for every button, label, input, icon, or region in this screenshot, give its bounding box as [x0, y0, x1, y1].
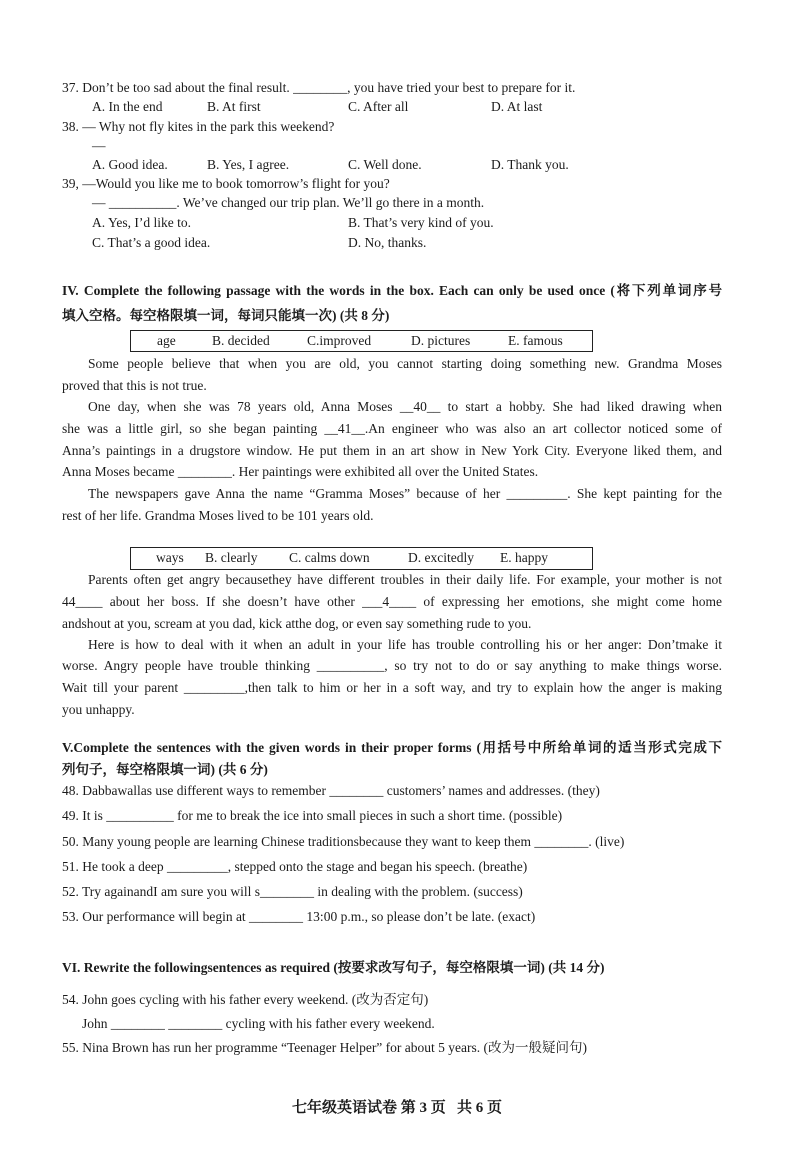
q38-option-a: A. Good idea. [92, 157, 168, 172]
q38-option-c: C. Well done. [348, 157, 422, 172]
q37-stem: 37. Don’t be too sad about the final result. ________, you have tried your best to prepare for it. [62, 80, 576, 95]
word-box-2-item: C. calms down [289, 550, 370, 565]
section-v-heading: V.Complete the sentences with the given words in their proper forms (用括号中所给单词的适当形式完成下 [62, 740, 722, 755]
passage-1-line: she was a little girl, so she began painting __41__.An engineer who was also an art collector noticed some of [62, 421, 722, 436]
q37-option-d: D. At last [491, 99, 543, 114]
page-footer: 七年级英语试卷 第 3 页 共 6 页 [291, 1100, 502, 1116]
q38-option-d: D. Thank you. [491, 157, 569, 172]
word-box-2-item: D. excitedly [408, 550, 474, 565]
q39-stem: 39, —Would you like me to book tomorrow’s flight for you? [62, 176, 390, 191]
section-iv-heading: IV. Complete the following passage with the words in the box. Each can only be used once (将下列单词序号 [62, 283, 722, 298]
q38-reply: — [92, 138, 106, 153]
passage-2-line: Parents often get angry becausethey have different troubles in their daily life. For example, your mother is not [88, 572, 722, 587]
q37-option-c: C. After all [348, 99, 409, 114]
word-box-2-item: E. happy [500, 550, 548, 565]
q39-option-d: D. No, thanks. [348, 235, 427, 250]
q38-stem: 38. — Why not fly kites in the park this weekend? [62, 119, 335, 134]
q38-option-b: B. Yes, I agree. [207, 157, 290, 172]
word-box-1-item: D. pictures [411, 333, 471, 348]
passage-1-line: One day, when she was 78 years old, Anna Moses __40__ to start a hobby. She had liked drawing when [88, 399, 722, 414]
passage-1-line: The newspapers gave Anna the name “Gramma Moses” because of her _________. She kept painting for the [88, 486, 722, 501]
q39-option-a: A. Yes, I’d like to. [92, 215, 192, 230]
passage-2-line: Here is how to deal with it when an adult in your life has trouble controlling his or her anger: Don’tmake it [88, 637, 722, 652]
section-iv-heading-cont: 填入空格。每空格限填一词，每词只能填一次) (共 8 分) [62, 308, 390, 323]
passage-1-line: Anna Moses became ________. Her paintings were exhibited all over the United States. [62, 464, 539, 479]
q39-option-c: C. That’s a good idea. [92, 235, 211, 250]
question-52: 52. Try againandI am sure you will s________ in dealing with the problem. (success) [62, 884, 523, 899]
q37-option-a: A. In the end [92, 99, 163, 114]
passage-2-line: andshout at you, scream at you dad, kick atthe dog, or even say something rude to you. [62, 616, 532, 631]
word-box-1-item: age [157, 333, 176, 348]
passage-1-line: rest of her life. Grandma Moses lived to be 101 years old. [62, 508, 374, 523]
q37-option-b: B. At first [207, 99, 261, 114]
word-box-1 [130, 330, 593, 352]
word-box-2-item: B. clearly [205, 550, 258, 565]
section-v-heading-cont: 列句子，每空格限填一词) (共 6 分) [62, 762, 268, 777]
question-54: 54. John goes cycling with his father every weekend. (改为否定句) [62, 992, 429, 1007]
question-50: 50. Many young people are learning Chinese traditionsbecause they want to keep them ________. (live) [62, 834, 625, 849]
question-48: 48. Dabbawallas use different ways to remember ________ customers’ names and addresses. (they) [62, 783, 600, 798]
word-box-1-item: B. decided [212, 333, 270, 348]
question-51: 51. He took a deep _________, stepped onto the stage and began his speech. (breathe) [62, 859, 528, 874]
passage-1-line: Anna’s paintings in a drugstore window. He put them in an art show in New York City. Everyone liked them, and [62, 443, 722, 458]
q39-reply: — __________. We’ve changed our trip plan. We’ll go there in a month. [92, 195, 485, 210]
passage-2-line: you unhappy. [62, 702, 135, 717]
question-49: 49. It is __________ for me to break the ice into small pieces in such a short time. (possible) [62, 808, 563, 823]
passage-2-line: 44____ about her boss. If she doesn’t have other ___4____ of expressing her emotions, she might come home [62, 594, 722, 609]
question-54-answer-line: John ________ ________ cycling with his father every weekend. [82, 1016, 435, 1031]
word-box-1-item: E. famous [508, 333, 563, 348]
section-vi-heading: VI. Rewrite the followingsentences as required (按要求改写句子，每空格限填一词) (共 14 分) [62, 960, 605, 975]
q39-option-b: B. That’s very kind of you. [348, 215, 494, 230]
passage-1-line: proved that this is not true. [62, 378, 207, 393]
word-box-1-item: C.improved [307, 333, 372, 348]
passage-1-line: Some people believe that when you are old, you cannot starting doing something new. Grandma Moses [88, 356, 722, 371]
question-55: 55. Nina Brown has run her programme “Teenager Helper” for about 5 years. (改为一般疑问句) [62, 1040, 588, 1055]
passage-2-line: worse. Angry people have trouble thinking __________, so try not to do or say anything to make things worse. [62, 658, 722, 673]
passage-2-line: Wait till your parent _________,then talk to him or her in a soft way, and try to explain how the anger is making [62, 680, 722, 695]
question-53: 53. Our performance will begin at ________ 13:00 p.m., so please don’t be late. (exact) [62, 909, 536, 924]
word-box-2-item: ways [156, 550, 184, 565]
word-box-2 [130, 547, 593, 570]
